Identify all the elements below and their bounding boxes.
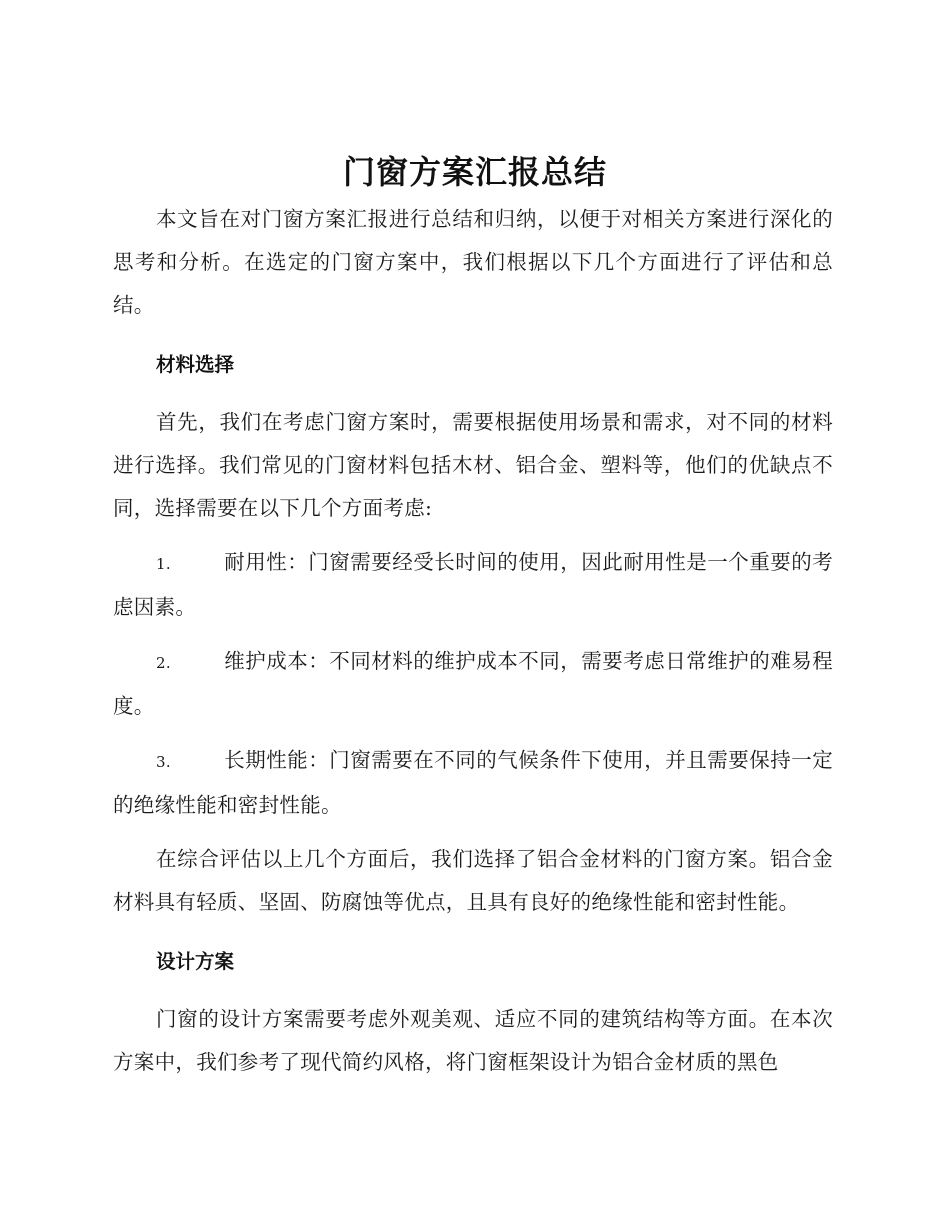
list-item-text: 长期性能：门窗需要在不同的气候条件下使用，并且需要保持一定的绝缘性能和密封性能。 — [113, 748, 833, 817]
list-number: 3. — [156, 753, 171, 771]
document-body — [113, 198, 833, 1084]
list-number: 2. — [156, 654, 171, 672]
document-title: 门窗方案汇报总结 — [342, 153, 607, 191]
list-item — [113, 541, 833, 629]
list-item — [113, 739, 833, 827]
design-paragraph: 门窗的设计方案需要考虑外观美观、适应不同的建筑结构等方面。在本次方案中，我们参考了现代简约风格，将门窗框架设计为铝合金材质的黑色 — [113, 1007, 833, 1074]
section-heading-materials: 材料选择 — [156, 353, 235, 376]
section-heading-design: 设计方案 — [156, 950, 235, 973]
intro-paragraph: 本文旨在对门窗方案汇报进行总结和归纳，以便于对相关方案进行深化的思考和分析。在选定的门窗方案中，我们根据以下几个方面进行了评估和总结。 — [113, 207, 833, 317]
list-item — [113, 640, 833, 728]
list-number: 1. — [156, 555, 171, 573]
list-item-text: 耐用性：门窗需要经受长时间的使用，因此耐用性是一个重要的考虑因素。 — [113, 550, 833, 619]
list-item-text: 维护成本：不同材料的维护成本不同，需要考虑日常维护的难易程度。 — [113, 649, 833, 718]
materials-paragraph: 首先，我们在考虑门窗方案时，需要根据使用场景和需求，对不同的材料进行选择。我们常见的门窗材料包括木材、铝合金、塑料等，他们的优缺点不同，选择需要在以下几个方面考虑: — [113, 410, 833, 520]
materials-conclusion-paragraph: 在综合评估以上几个方面后，我们选择了铝合金材料的门窗方案。铝合金材料具有轻质、坚固、防腐蚀等优点，且具有良好的绝缘性能和密封性能。 — [113, 847, 833, 914]
